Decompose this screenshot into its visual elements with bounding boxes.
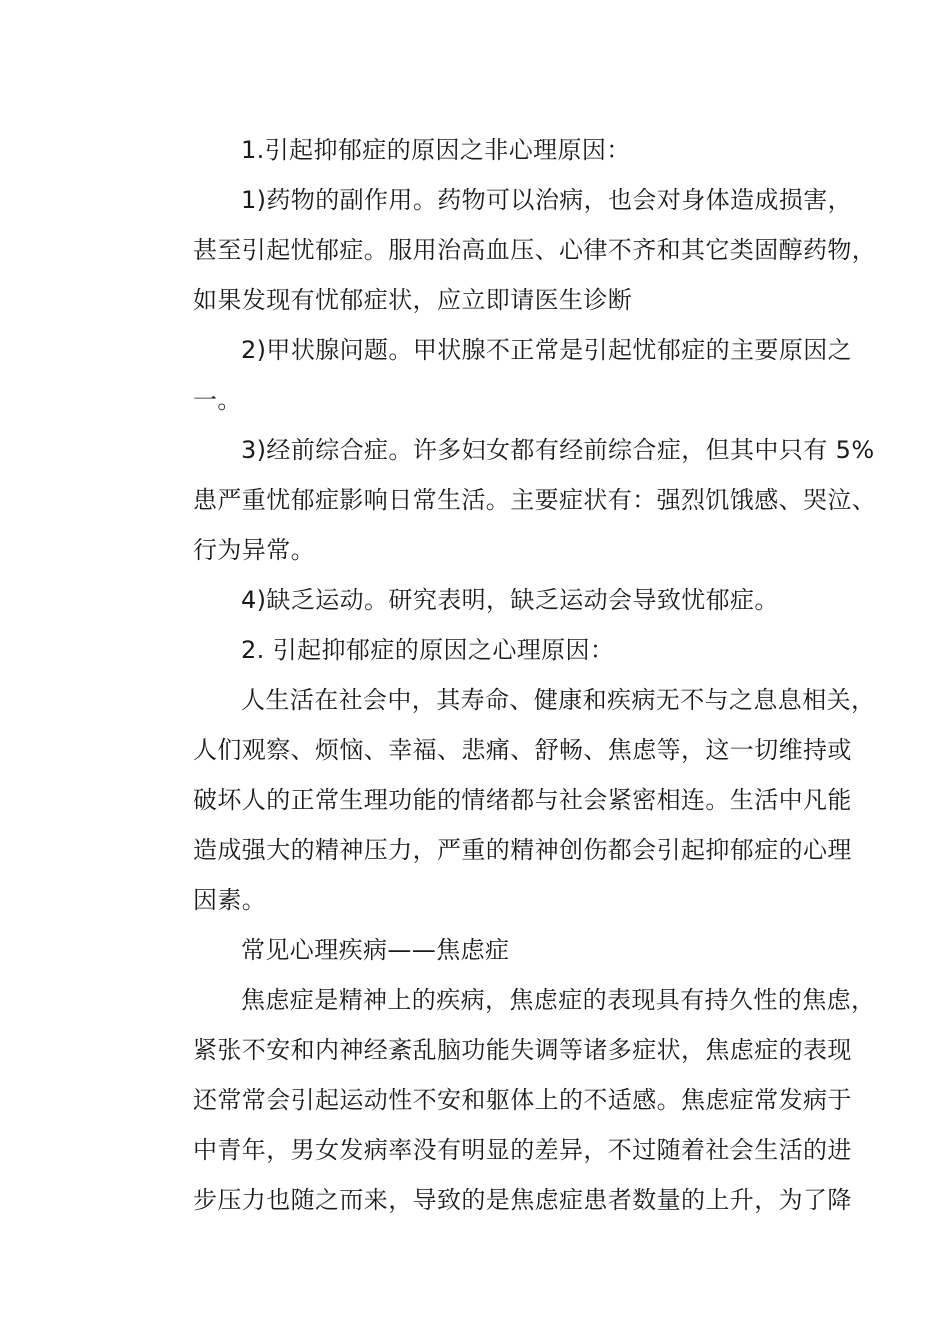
text-line: 破坏人的正常生理功能的情绪都与社会紧密相连。生活中凡能 xyxy=(193,786,852,814)
text-line: 2)甲状腺问题。甲状腺不正常是引起忧郁症的主要原因之 xyxy=(241,336,853,364)
text-line: 一。 xyxy=(193,386,242,414)
paragraph-heading-1 xyxy=(145,125,830,175)
text-line: 甚至引起忧郁症。服用治高血压、心律不齐和其它类固醇药物， xyxy=(193,236,877,264)
text-line: 焦虑症是精神上的疾病，焦虑症的表现具有持久性的焦虑， xyxy=(241,986,876,1014)
text-line: 步压力也随之而来，导致的是焦虑症患者数量的上升，为了降 xyxy=(193,1186,852,1214)
text-line: 1)药物的副作用。药物可以治病，也会对身体造成损害， xyxy=(241,186,853,214)
paragraph-thyroid xyxy=(145,325,853,425)
text-line: 4)缺乏运动。研究表明，缺乏运动会导致忧郁症。 xyxy=(241,586,779,614)
text-line: 中青年，男女发病率没有明显的差异，不过随着社会生活的进 xyxy=(193,1136,852,1164)
paragraph-psychological xyxy=(145,675,876,925)
text-line: 如果发现有忧郁症状，应立即请医生诊断 xyxy=(193,286,633,314)
text-line: 还常常会引起运动性不安和躯体上的不适感。焦虑症常发病于 xyxy=(193,1086,852,1114)
paragraph-anxiety xyxy=(145,975,876,1225)
text-line: 紧张不安和内神经紊乱脑功能失调等诸多症状，焦虑症的表现 xyxy=(193,1036,852,1064)
text-line: 3)经前综合症。许多妇女都有经前综合症，但其中只有 5% xyxy=(241,436,875,464)
text-line: 2. 引起抑郁症的原因之心理原因： xyxy=(241,636,615,664)
text-line: 人生活在社会中，其寿命、健康和疾病无不与之息息相关， xyxy=(241,686,876,714)
paragraph-heading-2 xyxy=(145,625,830,675)
paragraph-medication xyxy=(145,175,877,325)
document-body xyxy=(145,125,877,1225)
text-line: 常见心理疾病——焦虑症 xyxy=(241,936,510,964)
text-line: 人们观察、烦恼、幸福、悲痛、舒畅、焦虑等，这一切维持或 xyxy=(193,736,852,764)
paragraph-exercise xyxy=(145,575,830,625)
text-line: 因素。 xyxy=(193,886,267,914)
text-line: 患严重忧郁症影响日常生活。主要症状有：强烈饥饿感、哭泣、 xyxy=(193,486,877,514)
paragraph-pms xyxy=(145,425,877,575)
text-line: 1.引起抑郁症的原因之非心理原因： xyxy=(241,136,631,164)
text-line: 造成强大的精神压力，严重的精神创伤都会引起抑郁症的心理 xyxy=(193,836,852,864)
text-line: 行为异常。 xyxy=(193,536,315,564)
paragraph-anxiety-title xyxy=(145,925,830,975)
